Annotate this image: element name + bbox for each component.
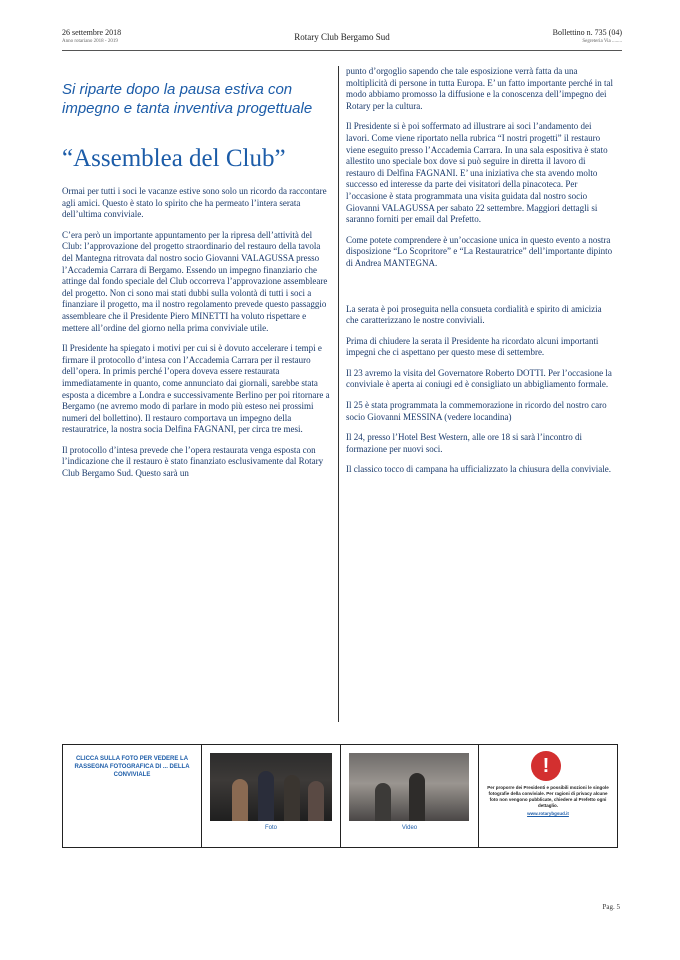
article-subtitle: Si riparte dopo la pausa estiva con impegno e tanta inventiva progettuale bbox=[62, 81, 313, 117]
right-paragraph: Prima di chiudere la serata il Presidente ha ricordato alcuni importanti impegni che ci aspettano per questo mese di settembre. bbox=[346, 335, 599, 358]
page-number: Pag. 5 bbox=[602, 903, 620, 911]
left-column bbox=[62, 66, 330, 489]
person-figure bbox=[308, 781, 324, 821]
left-paragraph: Il protocollo d’intesa prevede che l’opera restaurata venga esposta con l’indicazione che il restauro è stato finanziato esclusivamente dal Rotary Club Bergamo Sud. Questo sarà un bbox=[62, 444, 324, 479]
page-header bbox=[62, 28, 622, 51]
photo-caption: Foto bbox=[264, 825, 277, 831]
privacy-notice-text: Per proporre dei Presidenti e possibili mozioni le singole fotografie della conviviale. Per ragioni di privacy alcune foto non vengono pubblicate, chiedere al Prefetto ogni dettaglio. bbox=[487, 785, 609, 808]
photo-gallery-link-text: CLICCA SULLA FOTO PER VEDERE LA RASSEGNA FOTOGRAFICA DI ... DELLA CONVIVIALE bbox=[74, 756, 190, 778]
photo-thumbnail-cell[interactable] bbox=[202, 745, 341, 847]
person-figure bbox=[258, 771, 274, 821]
video-caption: Video bbox=[401, 825, 418, 831]
article-title: “Assemblea del Club” bbox=[62, 145, 286, 172]
right-paragraph: punto d’orgoglio sapendo che tale esposizione verrà fatta da una moltiplicità di persone in tutta Europa. E’ un fatto importante perché in tal modo abbiamo promosso la diffusione e la conoscenza dell’impegno dei Rotary per la cultura. bbox=[346, 66, 614, 111]
alert-icon: ! bbox=[531, 751, 561, 781]
right-paragraph: Il Presidente si è poi soffermato ad illustrare ai soci l’andamento dei lavori. Come viene riportato nella rubrica “I nostri progetti” il restauro viene eseguito presso l’Accademia Carrara. In una sala espositiva è stato allestito uno speciale box dove si può seguire in diretta il lavoro di restauro di Delfina FAGNANI. E’ una iniziativa che sta avendo molto successo ed interesse da parte dei visitatori della pinacoteca. Per l’occasione è stata programmata una visita guidata dal nostro socio Giovanni VALAGUSSA per sabato 22 settembre. Maggiori dettagli si saranno forniti per email dal Prefetto. bbox=[346, 121, 608, 225]
video-thumbnail-cell[interactable] bbox=[341, 745, 479, 847]
header-bulletin: Bollettino n. 735 (04) bbox=[552, 28, 622, 37]
left-paragraph: C’era però un importante appuntamento per la ripresa dell’attività del Club: l’approvazione del progetto straordinario del restauro della tavola del Mantegna ritrovata dal nostro socio Giovanni VALAGUSSA presso l’Accademia Carrara di Bergamo. Essendo un impegno finanziario che attinge dal fondo speciale del Club occorreva l’approvazione assembleare del progetto. Non ci sono mai stati dubbi sulla volontà di tutti i soci a finanziare il progetto, ma il nostro regolamento prevede questo passaggio assembleare che il Presidente Piero MINETTI ha voluto rispettare e mettere all’ordine del giorno nella prima conviviale utile. bbox=[62, 229, 328, 333]
event-video-thumbnail[interactable] bbox=[349, 753, 469, 821]
person-figure bbox=[409, 773, 425, 821]
header-bulletin-block bbox=[553, 28, 622, 46]
header-bulletin-sub: Segreteria Via ........ bbox=[582, 39, 622, 44]
person-figure bbox=[284, 775, 300, 821]
header-club-name: Rotary Club Bergamo Sud bbox=[294, 32, 390, 42]
event-photo[interactable] bbox=[210, 753, 332, 821]
right-paragraph: Il 25 è stata programmata la commemorazione in ricordo del nostro caro socio Giovanni MESSINA (vedere locandina) bbox=[346, 400, 607, 422]
privacy-notice bbox=[485, 785, 611, 817]
right-paragraph: Il classico tocco di campana ha ufficializzato la chiusura della conviviale. bbox=[346, 464, 611, 475]
privacy-notice-cell bbox=[479, 745, 617, 847]
right-paragraph: Come potete comprendere è un’occasione unica in questo evento a nostra disposizione “Lo Scopritore” e “La Restauratrice” dell’importante dipinto di Andrea MANTEGNA. bbox=[346, 234, 613, 268]
header-date-sub: Anno rotariano 2018 - 2019 bbox=[62, 39, 118, 44]
right-paragraph: Il 24, presso l’Hotel Best Western, alle ore 18 si sarà l’incontro di formazione per nuovi soci. bbox=[346, 432, 583, 454]
right-paragraph: Il 23 avremo la visita del Governatore Roberto DOTTI. Per l’occasione la conviviale è aperta ai coniugi ed è consigliato un abbigliamento formale. bbox=[346, 367, 612, 390]
bottom-media-strip bbox=[62, 744, 618, 848]
person-figure bbox=[232, 779, 248, 821]
left-paragraph: Ormai per tutti i soci le vacanze estive sono solo un ricordo da raccontare agli amici. Questo è stato lo spirito che ha permeato l’intera serata dell’ultima conviviale. bbox=[62, 186, 327, 220]
person-figure bbox=[375, 783, 391, 821]
column-divider bbox=[338, 66, 339, 722]
photo-gallery-link[interactable] bbox=[63, 745, 202, 847]
left-paragraph: Il Presidente ha spiegato i motivi per cui si è dovuto accelerare i tempi e firmare il protocollo d’intesa con l’Accademia Carrara per il restauro dell’opera. In primis perché l’opera doveva essere restaurata immediatamente in quanto, come annunciato dai giornali, sarebbe stata esposta a dicembre a Londra e successivamente Berlino per poi ritornare a Bergamo (ne avremo modo di parlare in modo più esteso nei prossimi numeri del bollettino). Il restauro comportava un impegno della restauratrice, la nostra socia Delfina FAGNANI, per circa tre mesi. bbox=[62, 343, 330, 435]
right-paragraph: La serata è poi proseguita nella consueta cordialità e spirito di amicizia che caratterizzano le nostre conviviali. bbox=[346, 303, 602, 326]
right-column bbox=[346, 66, 614, 485]
privacy-notice-link[interactable]: www.rotarybgsud.it bbox=[527, 811, 569, 816]
header-date: 26 settembre 2018 bbox=[62, 28, 122, 37]
